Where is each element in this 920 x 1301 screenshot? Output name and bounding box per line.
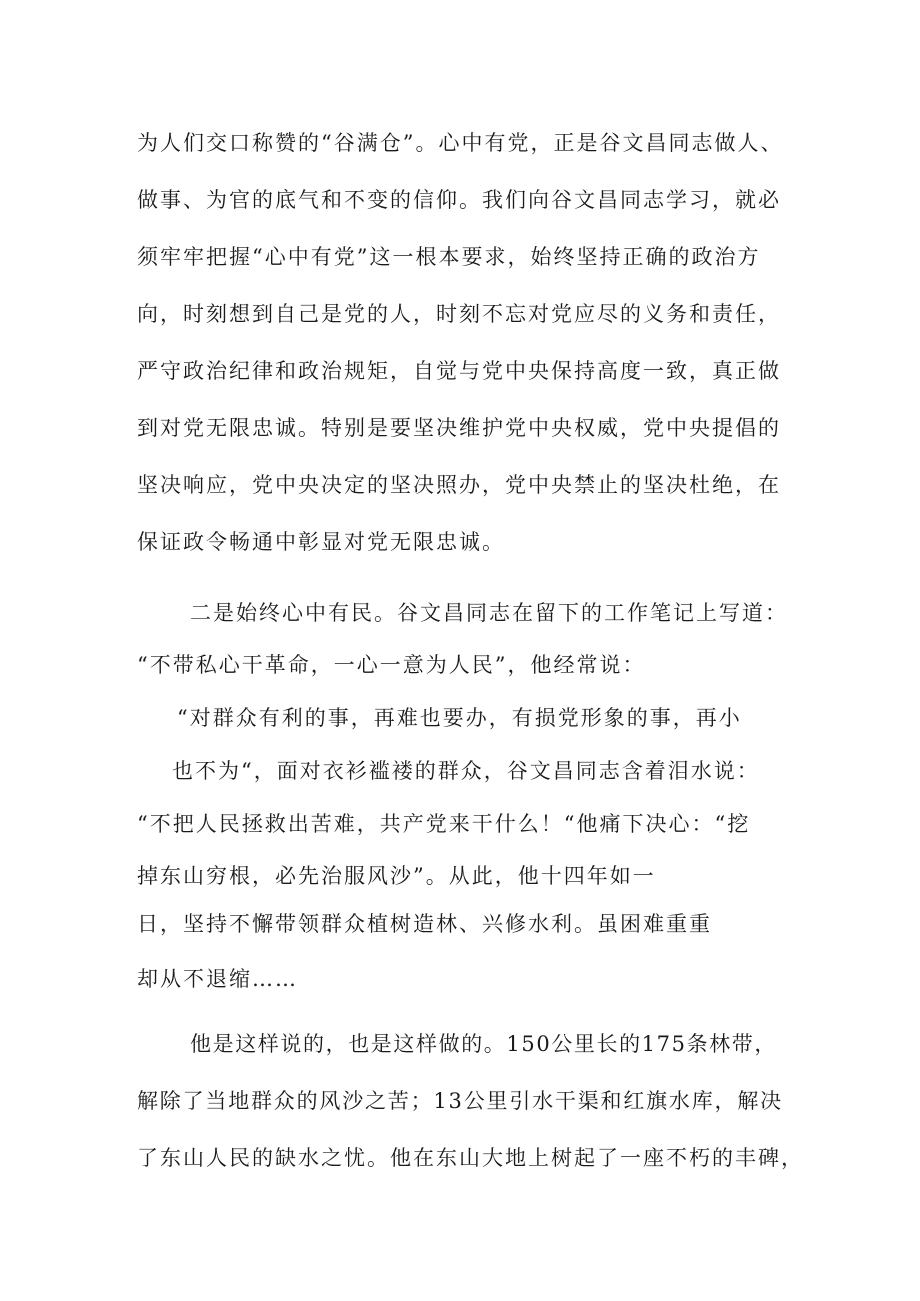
- text-line-14: 掉东山穷根，必先治服风沙”。从此，他十四年如一: [137, 864, 656, 888]
- text-line-2: 做事、为官的底气和不变的信仰。我们向谷文昌同志学习，就必: [137, 188, 781, 212]
- text-line-12: 也不为“，面对衣衫褴褛的群众，谷文昌同志含着泪水说：: [172, 759, 760, 783]
- text-line-18: 解除了当地群众的风沙之苦；13公里引水干渠和红旗水库，解决: [137, 1089, 783, 1113]
- text-line-11: “对群众有利的事，再难也要办，有损党形象的事，再小: [177, 706, 742, 730]
- text-line-19: 了东山人民的缺水之忧。他在东山大地上树起了一座不朽的丰碑，: [137, 1146, 804, 1170]
- text-line-15: 日，坚持不懈带领群众植树造林、兴修水利。虽困难重重: [137, 912, 712, 936]
- text-line-16: 却从不退缩……: [137, 967, 298, 991]
- text-line-13: “不把人民拯救出苦难，共产党来干什么！“他痛下决心：“挖: [137, 812, 751, 836]
- text-line-8: 保证政令畅通中彰显对党无限忠诚。: [137, 530, 505, 554]
- text-line-7: 坚决响应，党中央决定的坚决照办，党中央禁止的坚决杜绝，在: [137, 473, 781, 497]
- text-line-3: 须牢牢把握“心中有党”这一根本要求，始终坚持正确的政治方: [137, 245, 761, 269]
- text-line-17: 他是这样说的，也是这样做的。150公里长的175条林带，: [190, 1032, 777, 1056]
- text-line-5: 严守政治纪律和政治规矩，自觉与党中央保持高度一致，真正做: [137, 359, 781, 383]
- text-line-1: 为人们交口称赞的“谷满仓”。心中有党，正是谷文昌同志做人、: [137, 131, 784, 155]
- text-line-4: 向，时刻想到自己是党的人，时刻不忘对党应尽的义务和责任，: [137, 302, 781, 326]
- text-line-10: “不带私心干革命，一心一意为人民”，他经常说：: [137, 653, 646, 677]
- text-line-9: 二是始终心中有民。谷文昌同志在留下的工作笔记上写道：: [190, 601, 788, 625]
- text-line-6: 到对党无限忠诚。特别是要坚决维护党中央权威，党中央提倡的: [137, 416, 781, 440]
